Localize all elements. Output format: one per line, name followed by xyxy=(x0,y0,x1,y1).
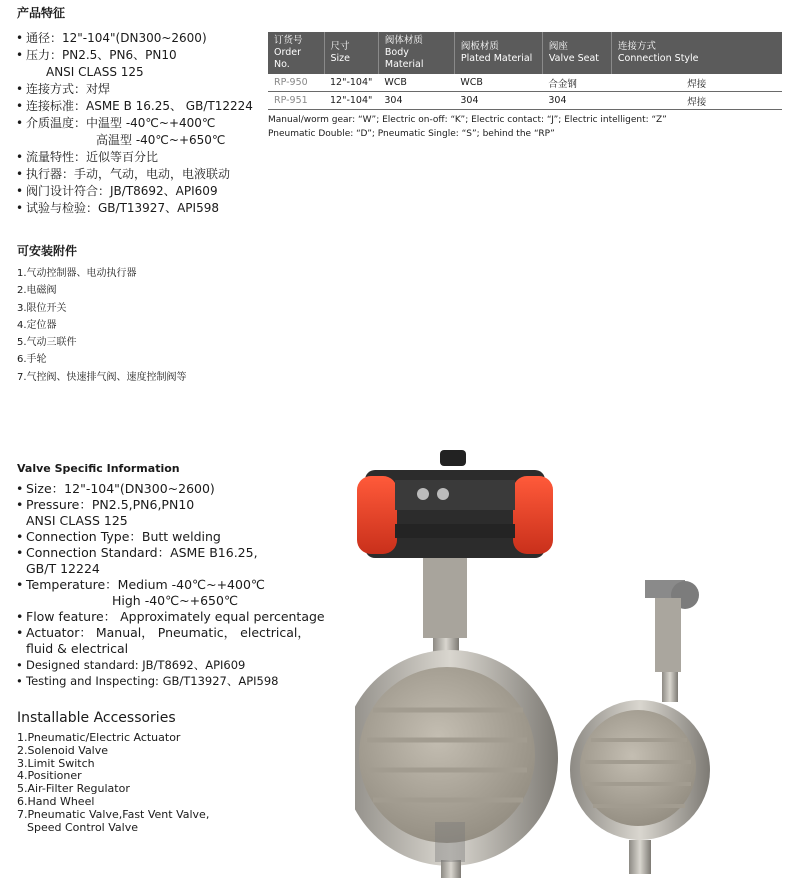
list-item: • 阀门设计符合：JB/T8692、API609 xyxy=(16,184,218,198)
list-item: • 连接标准：ASME B 16.25、 GB/T12224 xyxy=(16,99,253,113)
cn-feature-list xyxy=(16,30,253,217)
list-item: • Flow feature： Approximately equal percentage xyxy=(16,609,325,624)
en-section-title: Valve Specific Information xyxy=(17,462,180,475)
list-item: 5.气动三联件 xyxy=(17,337,77,349)
list-item: • 介质温度：中温型 -40℃~+400℃ 高温型 -40℃~+650℃ xyxy=(16,116,226,147)
list-item: 2.Solenoid Valve xyxy=(17,743,109,757)
list-item: 1.气动控制器、电动执行器 xyxy=(17,268,137,279)
list-item: • Temperature：Medium -40℃~+400℃ High -40℃~+650℃ xyxy=(16,577,265,608)
list-item: 5.Air-Filter Regulator xyxy=(17,782,130,796)
cn-section-title: 产品特征 xyxy=(17,6,66,20)
list-item: • 试验与检验：GB/T13927、API598 xyxy=(16,201,219,215)
list-item: • Connection Type：Butt welding xyxy=(16,529,221,544)
list-item: 3.Limit Switch xyxy=(17,756,95,770)
list-item: 7.Pneumatic Valve,Fast Vent Valve, xyxy=(17,807,210,821)
header-connection-style: 连接方式 Connection Style xyxy=(611,32,782,74)
list-item: • Actuator： Manual， Pneumatic， electrical， fluid & electrical xyxy=(16,625,310,656)
list-item: 4.Positioner xyxy=(17,769,82,783)
header-size: 尺寸 Size xyxy=(324,32,378,74)
table-row: RP-950 12"-104" WCB WCB 合金钢 焊接 xyxy=(268,74,782,92)
list-item: • Pressure：PN2.5,PN6,PN10 ANSI CLASS 125 xyxy=(16,497,195,528)
header-body-material: 阀体材质 Body Material xyxy=(378,32,454,74)
list-item: • Connection Standard：ASME B16.25, GB/T 12224 xyxy=(16,545,258,576)
table-row: RP-951 12"-104" 304 304 304 焊接 xyxy=(268,92,782,110)
list-item: 4.定位器 xyxy=(17,319,57,331)
list-item: • 通径：12"-104"(DN300~2600) xyxy=(16,31,207,45)
en-accessories-title: Installable Accessories xyxy=(17,710,176,726)
order-spec-table xyxy=(268,32,782,110)
list-item: 1.Pneumatic/Electric Actuator xyxy=(17,731,181,744)
list-item: 3.限位开关 xyxy=(17,302,67,314)
list-item: • Testing and Inspecting: GB/T13927、API598 xyxy=(16,674,279,688)
list-item: • 流量特性：近似等百分比 xyxy=(16,150,159,164)
header-order-no: 订货号 Order No. xyxy=(268,32,324,74)
list-item: • 压力：PN2.5、PN6、PN10 ANSI CLASS 125 xyxy=(16,48,177,79)
header-valve-seat: 阀座 Valve Seat xyxy=(542,32,611,74)
list-item: 6.Hand Wheel xyxy=(17,794,95,808)
list-item: 7.气控阀、快速排气阀、速度控制阀等 xyxy=(17,371,187,383)
large-valve xyxy=(355,450,558,878)
en-accessories-list xyxy=(17,732,209,834)
list-item: 2.电磁阀 xyxy=(17,285,57,297)
header-plated-material: 阀板材质 Plated Material xyxy=(454,32,542,74)
list-item: • 执行器：手动，气动，电动，电液联动 xyxy=(16,167,231,181)
small-valve xyxy=(570,580,710,874)
list-item: • Size：12"-104"(DN300~2600) xyxy=(16,481,215,496)
list-item: • 连接方式：对焊 xyxy=(16,82,111,96)
valve-product-photo xyxy=(355,440,785,880)
cn-accessories-list xyxy=(17,265,187,386)
list-item: Speed Control Valve xyxy=(27,820,138,834)
list-item: 6.手轮 xyxy=(17,354,47,366)
order-code-notes: Manual/worm gear: “W”; Electric on-off: “K”; Electric contact: “J”; Electric intelligent: “Z” Pneumatic Double: “D”; Pneumatic Single: “S”; behind the “RP” xyxy=(268,115,667,139)
list-item: • Designed standard: JB/T8692、API609 xyxy=(16,658,246,672)
en-feature-list xyxy=(16,481,325,689)
table-header-row xyxy=(268,32,782,74)
cn-accessories-title: 可安装附件 xyxy=(17,244,78,258)
